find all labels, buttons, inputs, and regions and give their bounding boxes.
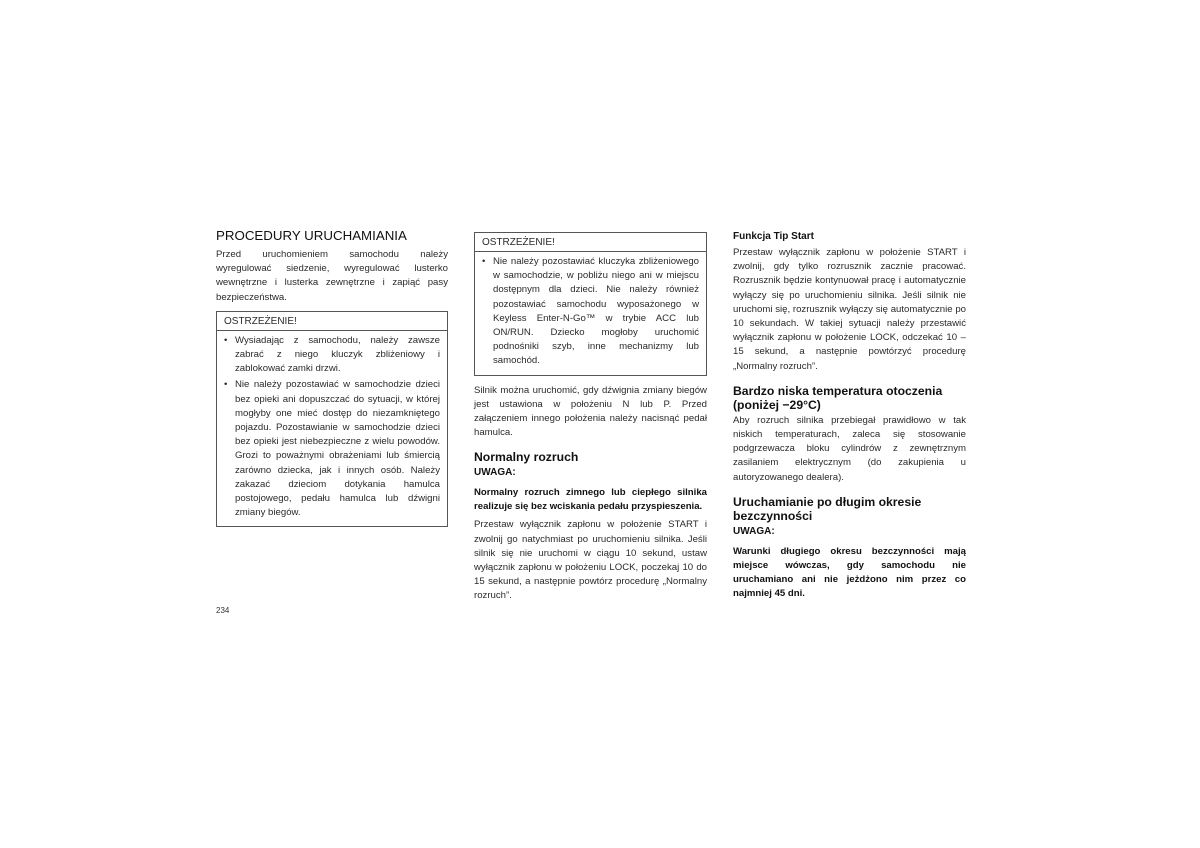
warning-list (224, 334, 440, 521)
note-text: Normalny rozruch zimnego lub ciepłego silnika realizuje się bez wciskania pedału przyspieszenia. (474, 486, 707, 513)
low-temperature-paragraph: Aby rozruch silnika przebiegał prawidłowo w tak niskich temperaturach, zaleca się stosowanie podgrzewacza bloku cylindrów z zewnętrznym zasilaniem elektrycznym (do zakupienia u autoryzowanego dealera). (733, 414, 966, 483)
warning-title: OSTRZEŻENIE! (217, 315, 447, 331)
column-left (216, 228, 448, 535)
warning-box-2 (474, 232, 707, 376)
gear-paragraph: Silnik można uruchomić, gdy dźwignia zmiany biegów jest ustawiona w położeniu N lub P. Przed załączeniem innego położenia należy nacisnąć pedał hamulca. (474, 384, 707, 439)
section-title-low-temperature: Bardzo niska temperatura otoczenia (poniżej −29°C) (733, 383, 943, 413)
section-title-procedures: PROCEDURY URUCHAMIANIA (216, 228, 407, 243)
intro-paragraph: Przed uruchomieniem samochodu należy wyregulować siedzenie, wyregulować lusterko wewnętrzne i lusterka zewnętrzne i zapiąć pasy bezpieczeństwa. (216, 249, 448, 303)
warning-list (482, 255, 699, 369)
section-title-normal-start: Normalny rozruch (474, 450, 579, 465)
normal-start-paragraph: Przestaw wyłącznik zapłonu w położenie START i zwolnij go natychmiast po uruchomieniu silnika. Jeśli silnik się nie uruchomi w ciągu 10 sekund, ustaw wyłącznik zapłonu w położeniu LOCK, poczekaj 10 do 15 sekund, a następnie powtórz procedurę „Normalny rozruch”. (474, 519, 707, 602)
warning-box-1 (216, 311, 448, 528)
page-number: 234 (216, 606, 230, 615)
tip-start-title: Funkcja Tip Start (733, 231, 814, 242)
note-text: Warunki długiego okresu bezczynności mają miejsce wówczas, gdy samochodu nie uruchamiano ani nie jeżdżono nim przez co najmniej 45 dni. (733, 545, 966, 600)
note-label: UWAGA: (733, 525, 775, 537)
note-label: UWAGA: (474, 466, 516, 478)
warning-item: • Nie należy pozostawiać kluczyka zbliżeniowego w samochodzie, w pobliżu niego ani w miejscu dostępnym dla dzieci. Nie należy również pozostawiać samochodu wyposażonego w Keyless Enter-N-Go™ w trybie ACC lub ON/RUN. Dziecko mogłoby uruchomić podnośniki szyb, inne mechanizmy lub samochód. (482, 255, 699, 369)
warning-item: • Wysiadając z samochodu, należy zawsze zabrać z niego kluczyk zbliżeniowy i zablokować zamki drzwi. (224, 334, 440, 377)
tip-start-paragraph: Przestaw wyłącznik zapłonu w położenie START i zwolnij, gdy tylko rozrusznik zacznie pracować. Rozrusznik będzie kontynuował pracę i automatycznie wyłączy się po uruchomieniu silnika. Jeśli silnik nie uruchomi się, rozrusznik wyłączy się automatycznie po 10 sekundach. W takiej sytuacji należy przestawić wyłącznik zapłonu w położenie LOCK, odczekać 10 – 15 sekund, a następnie powtórzyć procedurę „Normalny rozruch”. (733, 247, 966, 372)
warning-title: OSTRZEŻENIE! (475, 236, 706, 252)
column-right (733, 228, 966, 606)
column-middle (474, 228, 707, 608)
section-title-long-idle: Uruchamianie po długim okresie bezczynności (733, 494, 922, 524)
warning-item: • Nie należy pozostawiać w samochodzie dzieci bez opieki ani dopuszczać do sytuacji, w której mogłyby one mieć dostęp do niezamkniętego pojazdu. Pozostawianie w samochodzie dzieci bez opieki jest niebezpieczne z wielu powodów. Grozi to poważnymi obrażeniami lub śmiercią zarówno dziecka, jak i innych osób. Należy zakazać dzieciom dotykania hamulca postojowego, pedału hamulca lub dźwigni zmiany biegów. (224, 378, 440, 520)
